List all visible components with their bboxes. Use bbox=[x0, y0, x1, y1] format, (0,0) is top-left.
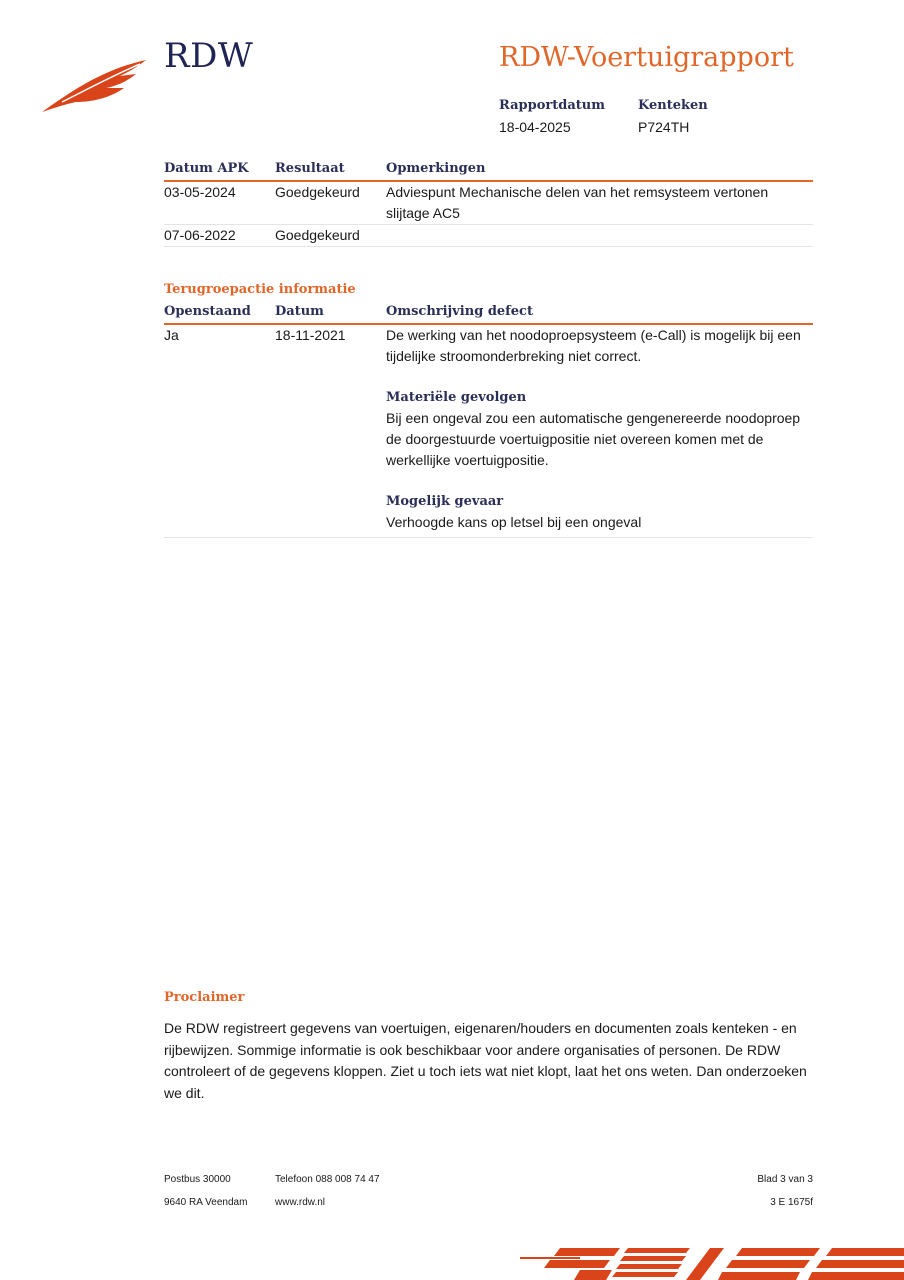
logo-text: RDW bbox=[164, 36, 254, 76]
footer-stripes-icon bbox=[520, 1244, 904, 1280]
footer-page-number: Blad 3 van 3 bbox=[757, 1174, 813, 1185]
column-header: Resultaat bbox=[275, 161, 345, 176]
proclaimer-title: Proclaimer bbox=[164, 990, 245, 1005]
footer-phone: Telefoon 088 008 74 47 bbox=[275, 1174, 380, 1185]
column-header: Opmerkingen bbox=[386, 161, 486, 176]
column-header: Openstaand bbox=[164, 304, 251, 319]
apk-date: 07-06-2022 bbox=[164, 227, 236, 243]
rdw-feather-logo-icon bbox=[40, 56, 150, 116]
danger-text: Verhoogde kans op letsel bij een ongeval bbox=[386, 514, 642, 530]
apk-date: 03-05-2024 bbox=[164, 184, 236, 200]
defect-text: De werking van het noodoproepsysteem (e-Call) is mogelijk bij een tijdelijke stroomonderbreking niet correct. bbox=[386, 327, 801, 364]
footer-postal: 9640 RA Veendam bbox=[164, 1197, 248, 1208]
table-row bbox=[164, 225, 813, 247]
apk-table bbox=[164, 158, 813, 247]
footer-postbus: Postbus 30000 bbox=[164, 1174, 231, 1185]
page-title: RDW-Voertuigrapport bbox=[499, 42, 794, 73]
plate-value: P724TH bbox=[638, 119, 690, 135]
footer-website[interactable]: www.rdw.nl bbox=[275, 1197, 326, 1208]
proclaimer-text: De RDW registreert gegevens van voertuigen, eigenaren/houders en documenten zoals kenteken - en rijbewijzen. Sommige informatie is ook beschikbaar voor andere organisaties of personen. De RDW controleert of de gegevens kloppen. Ziet u toch iets wat niet klopt, laat het ons weten. Dan onderzoeken we dit. bbox=[164, 1020, 807, 1101]
plate-label: Kenteken bbox=[638, 98, 708, 113]
column-header: Datum bbox=[275, 304, 324, 319]
report-date-label: Rapportdatum bbox=[499, 98, 605, 113]
apk-table-header bbox=[164, 158, 813, 182]
column-header: Datum APK bbox=[164, 161, 249, 176]
danger-heading: Mogelijk gevaar bbox=[386, 494, 504, 509]
consequences-heading: Materiële gevolgen bbox=[386, 390, 527, 405]
column-header: Omschrijving defect bbox=[386, 304, 533, 319]
footer-document-code: 3 E 1675f bbox=[770, 1197, 813, 1208]
table-row bbox=[164, 182, 813, 225]
recall-date: 18-11-2021 bbox=[275, 327, 346, 343]
recall-description bbox=[386, 325, 813, 533]
recall-table-header bbox=[164, 301, 813, 325]
recall-open: Ja bbox=[164, 327, 179, 343]
report-date-value: 18-04-2025 bbox=[499, 119, 571, 135]
recall-table bbox=[164, 301, 813, 538]
apk-result: Goedgekeurd bbox=[275, 227, 360, 243]
consequences-text: Bij een ongeval zou een automatische gengenereerde noodoproep de doorgestuurde voertuigpositie niet overeen komen met de werkellijke voertuigpositie. bbox=[386, 410, 801, 468]
apk-remarks: Adviespunt Mechanische delen van het remsysteem vertonen slijtage AC5 bbox=[386, 184, 769, 221]
apk-result: Goedgekeurd bbox=[275, 184, 360, 200]
table-row bbox=[164, 325, 813, 538]
recall-section-title: Terugroepactie informatie bbox=[164, 282, 356, 297]
